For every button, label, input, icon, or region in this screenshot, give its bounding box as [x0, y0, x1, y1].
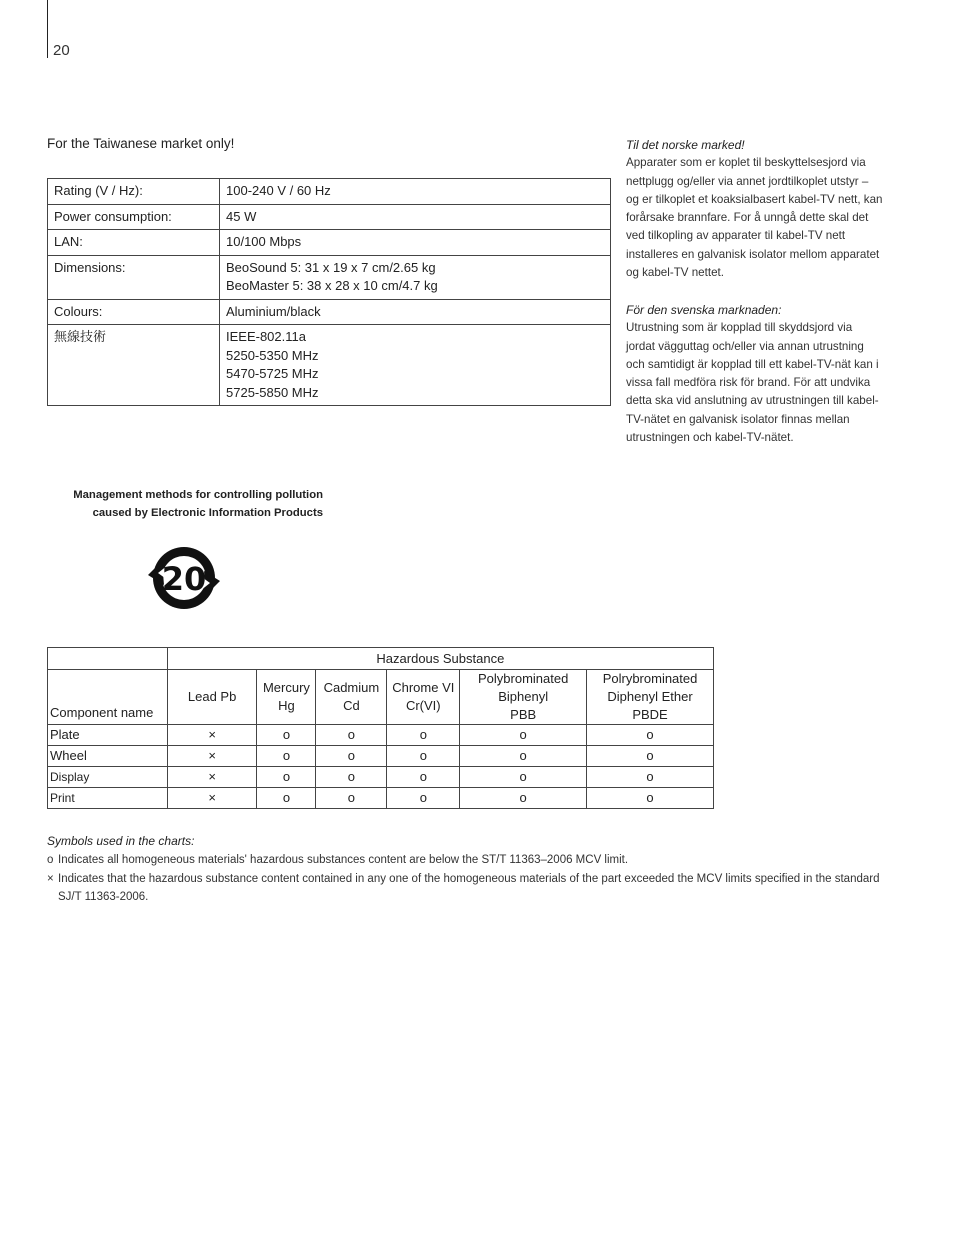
substance-cell: o — [387, 746, 460, 767]
symbol-note-text: Indicates all homogeneous materials' hazardous substances content are below the ST/T 11363–2006 MCV limit. — [58, 854, 629, 866]
spec-row — [48, 230, 611, 256]
component-name: Print — [48, 788, 168, 809]
norway-line: Apparater som er koplet til beskyttelsesjord via — [626, 156, 866, 170]
substance-cell: × — [167, 746, 257, 767]
spec-label: LAN: — [48, 230, 220, 256]
table-row — [48, 725, 714, 746]
substance-cell: o — [257, 746, 316, 767]
hazardous-substance-table — [47, 647, 714, 809]
substance-cell: o — [587, 725, 714, 746]
spec-row — [48, 204, 611, 230]
substance-cell: o — [316, 767, 387, 788]
symbol-note-text: Indicates that the hazardous substance content contained in any one of the homogeneous materials of the part exceeded the MCV limits specified in the standard SJ/T 11363-2006. — [58, 873, 880, 903]
norway-line: nettplugg og/eller via annet jordtilkoplet utstyr – — [626, 174, 869, 188]
substance-cell: o — [460, 725, 587, 746]
substance-header: Lead Pb — [167, 670, 257, 725]
spec-value: Aluminium/black — [220, 299, 611, 325]
component-name: Plate — [48, 725, 168, 746]
spec-label: Colours: — [48, 299, 220, 325]
norway-line: ved tilkopling av apparater til kabel-TV nett — [626, 229, 846, 243]
spec-label: Dimensions: — [48, 255, 220, 299]
substance-cell: o — [460, 788, 587, 809]
spec-row — [48, 179, 611, 205]
spec-value: 10/100 Mbps — [220, 230, 611, 256]
component-name-header: Component name — [48, 697, 168, 725]
spec-value: BeoSound 5: 31 x 19 x 7 cm/2.65 kg BeoMaster 5: 38 x 28 x 10 cm/4.7 kg — [220, 255, 611, 299]
table-row — [48, 788, 714, 809]
substance-cell: o — [460, 767, 587, 788]
substance-cell: o — [460, 746, 587, 767]
taiwan-market-heading: For the Taiwanese market only! — [47, 136, 235, 151]
environmental-protection-use-period-icon — [148, 545, 222, 616]
logo-number: 20 — [161, 560, 207, 598]
substance-header: Polybrominated Biphenyl PBB — [460, 670, 587, 725]
substance-cell: o — [587, 767, 714, 788]
sweden-line: och samtidigt är kopplad till ett kabel-TV-nät kan i — [626, 357, 879, 371]
component-name: Wheel — [48, 746, 168, 767]
spec-label: Power consumption: — [48, 204, 220, 230]
substance-cell: o — [257, 767, 316, 788]
management-methods-heading — [47, 486, 323, 522]
substance-cell: o — [257, 788, 316, 809]
sweden-line: Utrustning som är kopplad till skyddsjord via — [626, 321, 853, 335]
page-number: 20 — [53, 42, 70, 59]
substance-cell: o — [587, 746, 714, 767]
table-row — [48, 767, 714, 788]
substance-cell: × — [167, 725, 257, 746]
spec-row — [48, 325, 611, 406]
substance-cell: o — [387, 788, 460, 809]
spec-value: 45 W — [220, 204, 611, 230]
spec-label: Rating (V / Hz): — [48, 179, 220, 205]
page-margin-rule — [47, 0, 48, 58]
sweden-notice-title: För den svenska marknaden: — [626, 303, 782, 317]
substance-header: Chrome VI Cr(VI) — [387, 670, 460, 725]
substance-header: Mercury Hg — [257, 670, 316, 725]
spec-label: 無線技術 — [48, 325, 220, 406]
symbols-title: Symbols used in the charts: — [47, 834, 195, 848]
substance-cell: o — [387, 767, 460, 788]
table-corner-cell — [48, 648, 168, 670]
symbol-note — [47, 870, 897, 906]
component-name: Display — [48, 767, 168, 788]
spec-value: 100-240 V / 60 Hz — [220, 179, 611, 205]
norway-notice-title: Til det norske marked! — [626, 138, 745, 152]
table-corner-cell — [48, 670, 168, 698]
spec-value: IEEE-802.11a 5250-5350 MHz 5470-5725 MHz 5725-5850 MHz — [220, 325, 611, 406]
management-line: Management methods for controlling pollution — [73, 489, 323, 501]
substance-cell: o — [316, 746, 387, 767]
hazardous-substance-header: Hazardous Substance — [167, 648, 713, 670]
spec-row — [48, 299, 611, 325]
norway-line: forårsake brannfare. For å unngå dette skal det — [626, 211, 869, 225]
substance-cell: o — [587, 788, 714, 809]
norway-notice — [626, 136, 911, 282]
spec-row — [48, 255, 611, 299]
norway-line: og er tilkoplet et koaksialbasert kabel-TV nett, kan — [626, 192, 883, 206]
norway-line: installeres en galvanisk isolator mellom apparatet — [626, 247, 880, 261]
substance-cell: o — [316, 788, 387, 809]
management-line: caused by Electronic Information Products — [92, 507, 323, 519]
sweden-line: vissa fall medföra risk för brand. För att undvika — [626, 376, 871, 390]
substance-cell: × — [167, 788, 257, 809]
specifications-table — [47, 178, 611, 406]
sweden-notice — [626, 301, 911, 447]
sweden-line: TV-nätet en galvanisk isolator finnas mellan — [626, 412, 850, 426]
sweden-line: utrustningen och kabel-TV-nätet. — [626, 431, 794, 445]
symbol-mark: × — [47, 873, 54, 885]
substance-cell: × — [167, 767, 257, 788]
sweden-line: detta ska vid anslutning av utrustningen till kabel- — [626, 394, 879, 408]
substance-cell: o — [257, 725, 316, 746]
symbol-mark: o — [47, 854, 54, 866]
substance-cell: o — [316, 725, 387, 746]
substance-cell: o — [387, 725, 460, 746]
sweden-line: jordat vägguttag och/eller via annan utrustning — [626, 339, 864, 353]
table-row — [48, 746, 714, 767]
substance-header: Polrybrominated Diphenyl Ether PBDE — [587, 670, 714, 725]
substance-header: Cadmium Cd — [316, 670, 387, 725]
symbol-note — [47, 851, 897, 869]
norway-line: og kabel-TV nettet. — [626, 266, 724, 280]
